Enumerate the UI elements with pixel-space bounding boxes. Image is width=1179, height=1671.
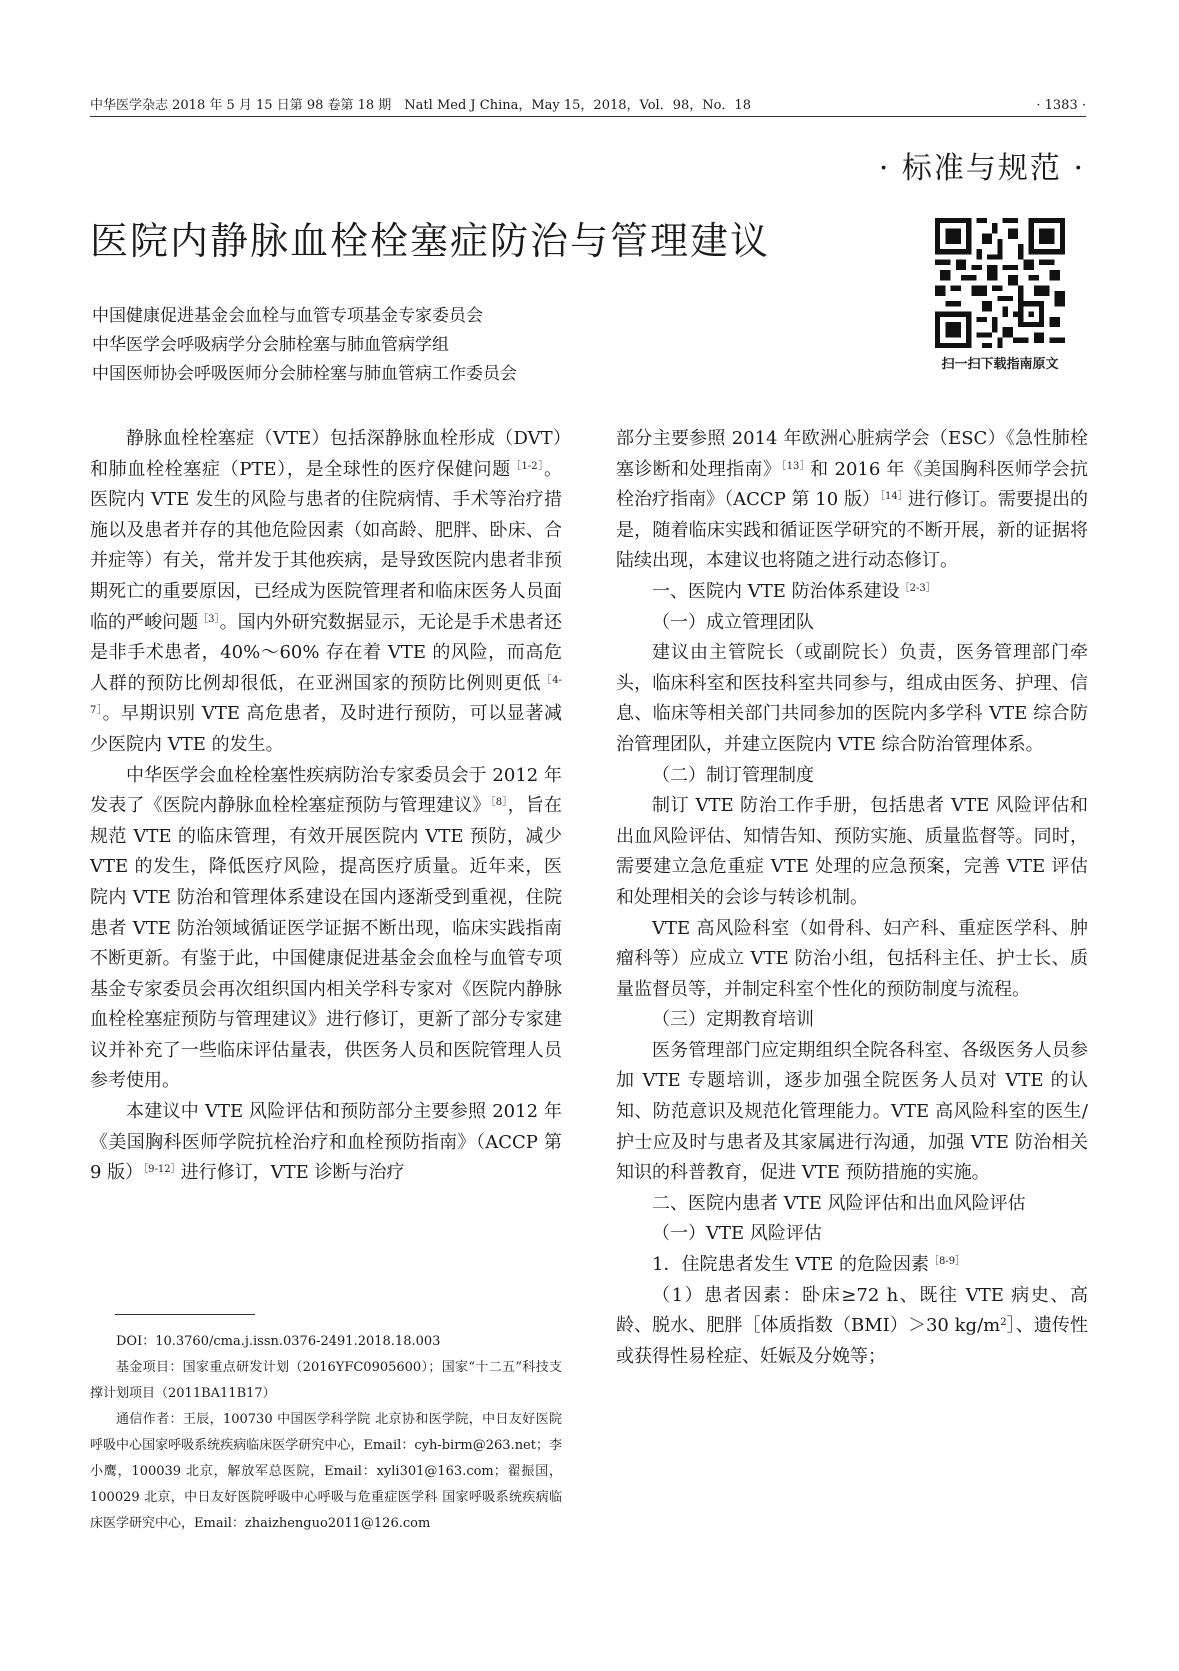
citation-ref: ［9-12］: [143, 1164, 181, 1176]
running-header: [90, 96, 1086, 117]
citation-ref: ［2-3］: [899, 582, 936, 594]
subsection-heading: （二）制订管理制度: [652, 764, 814, 786]
citation-ref: ［8-9］: [929, 1256, 966, 1268]
text-run: 部分主要参照 2014 年欧洲心脏病学会（ESC）《急性肺栓塞诊断和处理指南》: [616, 428, 1088, 480]
citation-ref: ［13］: [781, 460, 811, 472]
article-title: 医院内静脉血栓栓塞症防治与管理建议: [90, 219, 771, 263]
text-run: 。国内外研究数据显示，无论是手术患者还是非手术患者，40%～60% 存在着 VTE 的风险，而高危人群的预防比例却很低，在亚洲国家的预防比例则更低: [90, 611, 562, 694]
paragraph: [90, 424, 562, 761]
text-run: （1）患者因素：卧床≥72 h、既往 VTE 病史、高龄、脱水、肥胖［体质指数（BMI）＞30 kg/m: [616, 1284, 1088, 1337]
doi-note: DOI：10.3760/cma.j.issn.0376-2491.2018.18.003: [116, 1334, 441, 1349]
left-column: [90, 424, 562, 1189]
text-run: 本建议中 VTE 风险评估和预防部分主要参照 2012 年《美国胸科医师学院抗栓治疗和血栓预防指南》（ACCP 第 9 版）: [90, 1101, 562, 1184]
citation-ref: ［4-7］: [90, 674, 562, 717]
funding-note: 基金项目：国家重点研发计划（2016YFC0905600）；国家“十二五”科技支撑计划项目（2011BA11B17）: [90, 1360, 562, 1401]
section-heading: [616, 577, 1088, 608]
paragraph: [90, 761, 562, 1098]
right-column: [616, 424, 1088, 1372]
journal-citation: 中华医学杂志 2018 年 5 月 15 日第 98 卷第 18 期 Natl Med J China，May 15，2018，Vol．98，No．18: [90, 98, 751, 113]
footnote-rule: [115, 1314, 255, 1315]
footnotes: [90, 1329, 562, 1537]
paragraph: VTE 高风险科室（如骨科、妇产科、重症医学科、肿瘤科等）应成立 VTE 防治小组，包括科主任、护士长、质量监督员等，并制定科室个性化的预防制度与流程。: [616, 917, 1088, 1000]
text-run: 一、医院内 VTE 防治体系建设: [652, 580, 900, 602]
citation-ref: ［3］: [198, 613, 220, 625]
paragraph: 建议由主管院长（或副院长）负责，医务管理部门牵头，临床科室和医技科室共同参与，组成由医务、护理、信息、临床等相关部门共同参加的医院内多学科 VTE 综合防治管理团队，并建立医院内 VTE 综合防治管理体系。: [616, 642, 1088, 755]
paragraph: 医务管理部门应定期组织全院各科室、各级医务人员参加 VTE 专题培训，逐步加强全院医务人员对 VTE 的认知、防范意识及规范化管理能力。VTE 高风险科室的医生/护士应及时与患者及其家属进行沟通，加强 VTE 防治相关知识的科普教育，促进 VTE 预防措施的实施。: [616, 1039, 1088, 1184]
text-run: 中华医学会血栓栓塞性疾病防治专家委员会于 2012 年发表了《医院内静脉血栓栓塞症预防与管理建议》: [90, 764, 562, 817]
correspondence-note: 通信作者：王辰，100730 中国医学科学院 北京协和医学院，中日友好医院呼吸中心国家呼吸系统疾病临床医学研究中心，Email：cyh-birm@263.net；李小鹰，100039 北京，解放军总医院，Email：xyli301@163.com；翟振国，100029 北京，中日友好医院呼吸中心呼吸与危重症医学科 国家呼吸系统疾病临床医学研究中心，Email：zhaizhenguo2011@126.com: [90, 1412, 562, 1531]
paragraph: [616, 1281, 1088, 1373]
qr-code: [935, 218, 1065, 348]
citation-ref: ［14］: [880, 491, 908, 503]
text-run: 静脉血栓栓塞症（VTE）包括深静脉血栓形成（DVT）和肺血栓栓塞症（PTE），是全球性的医疗保健问题: [90, 428, 562, 480]
section-label: · 标准与规范 ·: [878, 151, 1085, 186]
subsubsection-heading: [616, 1250, 1088, 1281]
text-run: ，旨在规范 VTE 的临床管理，有效开展医院内 VTE 预防，减少 VTE 的发生，降低医疗风险，提高医疗质量。近年来，医院内 VTE 防治和管理体系建设在国内逐渐受到重视，住院患者 VTE 防治领域循证医学证据不断出现，临床实践指南不断更新。有鉴于此，中国健康促进基金会血栓与血管专项基金专家委员会再次组织国内相关学科专家对《医院内静脉血栓栓塞症预防与管理建议》进行修订，更新了部分专家建议并补充了一些临床评估量表，供医务人员和医院管理人员参考使用。: [90, 795, 563, 1092]
text-run: 进行修订。需要提出的是，随着临床实践和循证医学研究的不断开展，新的证据将陆续出现，本建议也将随之进行动态修订。: [616, 489, 1088, 572]
text-run: 。早期识别 VTE 高危患者，及时进行预防，可以显著减少医院内 VTE 的发生。: [90, 703, 562, 755]
author-group: 中国医师协会呼吸医师分会肺栓塞与肺血管病工作委员会: [92, 364, 517, 384]
subsection-heading: （一）VTE 风险评估: [652, 1223, 822, 1245]
subsection-heading: （三）定期教育培训: [652, 1009, 814, 1031]
text-run: 和 2016 年《美国胸科医师学会抗栓治疗指南》（ACCP 第 10 版）: [616, 458, 1088, 511]
citation-ref: ［8］: [490, 797, 508, 809]
author-list: [92, 302, 517, 389]
subsection-heading: （一）成立管理团队: [652, 611, 814, 633]
author-group: 中华医学会呼吸病学分会肺栓塞与肺血管病学组: [92, 335, 449, 355]
paragraph: 制订 VTE 防治工作手册，包括患者 VTE 风险评估和出血风险评估、知情告知、预防实施、质量监督等。同时，需要建立急危重症 VTE 处理的应急预案，完善 VTE 评估和处理相关的会诊与转诊机制。: [616, 795, 1088, 908]
page-number: · 1383 ·: [1036, 98, 1086, 113]
text-run: ］、遗传性或获得性易栓症、妊娠及分娩等；: [616, 1315, 1088, 1367]
text-run: 。医院内 VTE 发生的风险与患者的住院病情、手术等治疗措施以及患者并存的其他危险因素（如高龄、肥胖、卧床、合并症等）有关，常并发于其他疾病，是导致医院内患者非预期死亡的重要原因，已经成为医院管理者和临床医务人员面临的严峻问题: [90, 458, 562, 633]
citation-ref: ［1-2］: [510, 460, 544, 472]
section-heading: 二、医院内患者 VTE 风险评估和出血风险评估: [652, 1192, 1026, 1214]
text-run: 1．住院患者发生 VTE 的危险因素: [652, 1254, 930, 1276]
paragraph: [616, 424, 1088, 577]
text-run: 进行修订，VTE 诊断与治疗: [180, 1162, 405, 1184]
superscript: 2: [1000, 1317, 1007, 1329]
qr-caption: 扫一扫下载指南原文: [941, 357, 1059, 372]
paragraph: [90, 1097, 562, 1189]
author-group: 中国健康促进基金会血栓与血管专项基金专家委员会: [92, 306, 483, 326]
